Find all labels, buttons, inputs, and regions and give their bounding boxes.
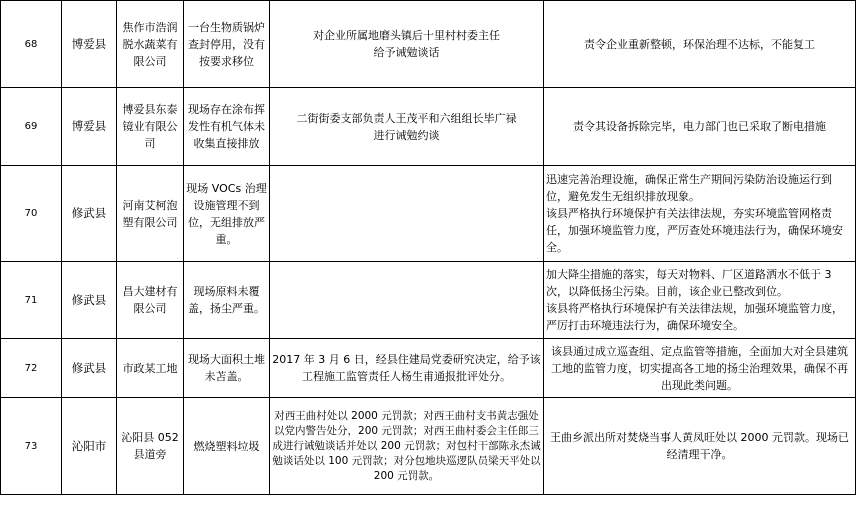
rectification-text: 加大降尘措施的落实，每天对物料、厂区道路洒水不低于 3 次，以降低扬尘污染。目前，该企业已整改到位。 [546,268,832,298]
problem-cell: 现场原料未覆盖，扬尘严重。 [184,262,270,339]
rectification-text: 该县将严格执行环境保护有关法律法规，加强环境监管力度，严厉打击环境违法行为，确保环境安全。 [546,302,843,332]
enterprise-cell: 昌大建材有限公司 [117,262,184,339]
table-row [1,339,856,398]
rectification-cell [544,1,856,88]
accountability-cell [270,166,544,262]
row-number: 73 [1,398,62,495]
rectification-cell [544,88,856,166]
rectification-text: 迅速完善治理设施，确保正常生产期间污染防治设施运行到位，避免发生无组织排放现象。 [546,173,832,203]
accountability-cell: 对西王曲村处以 2000 元罚款；对西王曲村支书黄志强处以党内警告处分，200 元罚款；对西王曲村委会主任郎三成进行诫勉谈话并处以 200 元罚款；对包村干部陈永杰诫勉谈话处以 100 元罚款；对分包地块巡逻队员梁天平处以 200 元罚款。 [270,398,544,495]
rectification-cell [544,262,856,339]
accountability-cell: 对企业所属地磨头镇后十里村村委主任给予诫勉谈话 [270,1,544,88]
county-cell: 修武县 [62,166,117,262]
enterprise-cell: 沁阳县 052 县道旁 [117,398,184,495]
problem-cell: 燃烧塑料垃圾 [184,398,270,495]
county-cell: 博爱县 [62,88,117,166]
table-row [1,166,856,262]
rectification-cell [544,339,856,398]
table-row [1,88,856,166]
row-number: 68 [1,1,62,88]
enterprise-cell: 博爱县东泰镜业有限公司 [117,88,184,166]
county-cell: 沁阳市 [62,398,117,495]
table-row [1,398,856,495]
row-number: 71 [1,262,62,339]
rectification-text: 责令企业重新整顿，环保治理不达标，不能复工 [584,37,815,51]
rectification-text: 王曲乡派出所对焚烧当事人黄凤旺处以 2000 元罚款。现场已经清理干净。 [550,431,849,461]
row-number: 69 [1,88,62,166]
county-cell: 修武县 [62,339,117,398]
rectification-text: 责令其设备拆除完毕，电力部门也已采取了断电措施 [573,120,826,133]
enterprise-cell: 焦作市浩润脱水蔬菜有限公司 [117,1,184,88]
enterprise-cell: 市政某工地 [117,339,184,398]
problem-cell: 一台生物质锅炉查封停用，没有按要求移位 [184,1,270,88]
enterprise-cell: 河南艾柯泡塑有限公司 [117,166,184,262]
rectification-cell [544,166,856,262]
problem-cell: 现场存在涂布挥发性有机气体未收集直接排放 [184,88,270,166]
accountability-cell: 二街街委支部负责人王茂平和六组组长毕广禄进行诫勉约谈 [270,88,544,166]
problem-cell: 现场大面积土堆未苫盖。 [184,339,270,398]
row-number: 70 [1,166,62,262]
rectification-text: 该县严格执行环境保护有关法律法规，夯实环境监管网格责任，加强环境监管力度，严厉查处环境违法行为，确保环境安全。 [546,207,843,254]
rectification-text: 该县通过成立巡查组、定点监管等措施，全面加大对全县建筑工地的监管力度，切实提高各工地的扬尘治理效果，确保不再出现此类问题。 [551,344,848,392]
problem-cell: 现场 VOCs 治理设施管理不到位，无组排放严重。 [184,166,270,262]
accountability-cell [270,262,544,339]
county-cell: 博爱县 [62,1,117,88]
row-number: 72 [1,339,62,398]
county-cell: 修武县 [62,262,117,339]
accountability-cell: 2017 年 3 月 6 日，经县住建局党委研究决定，给予该工程施工监管责任人杨生甫通报批评处分。 [270,339,544,398]
rectification-cell [544,398,856,495]
table-row [1,262,856,339]
table-row [1,1,856,88]
